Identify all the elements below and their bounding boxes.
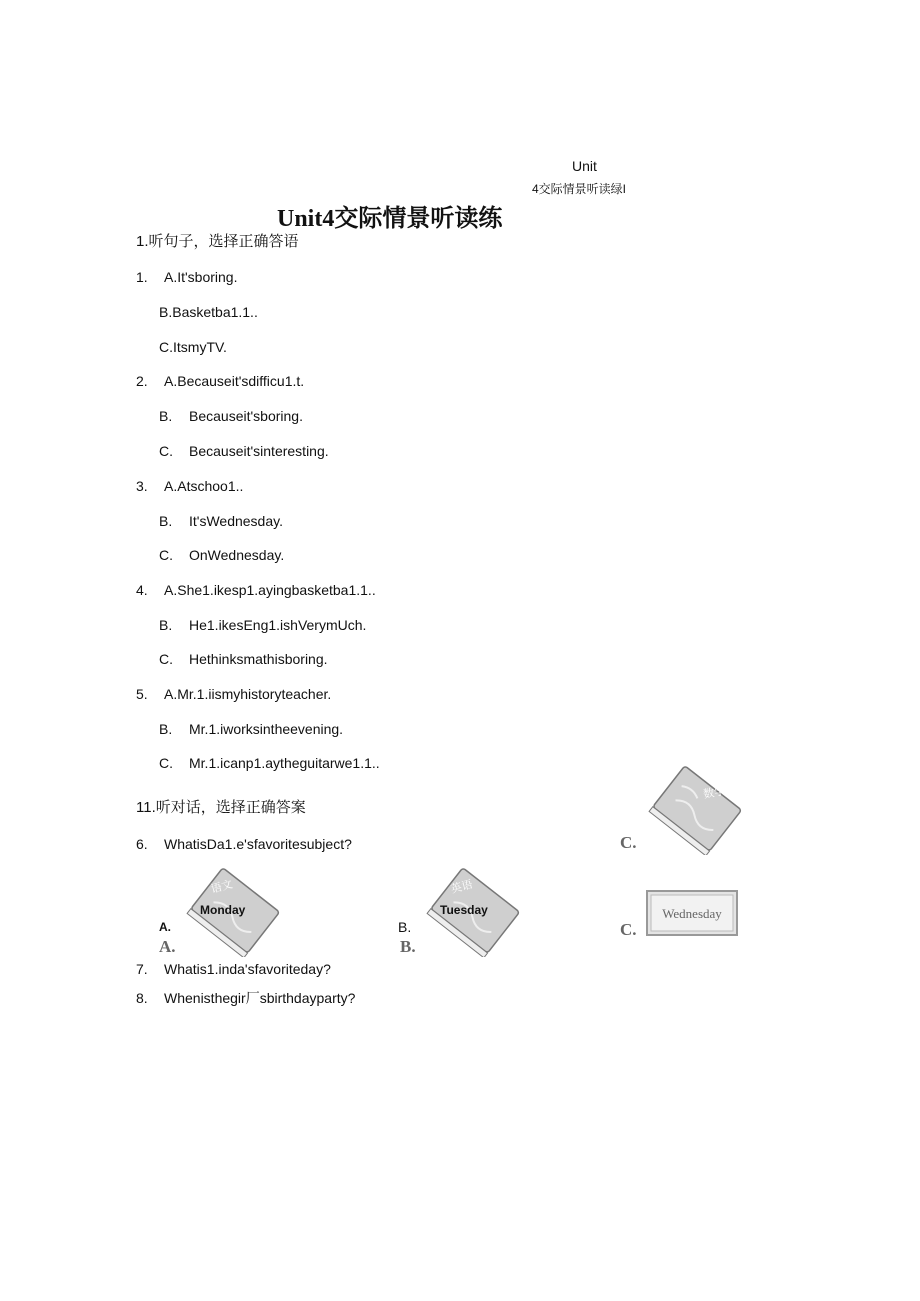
option-b-label: Tuesday bbox=[440, 903, 488, 917]
option-a-small-letter: A. bbox=[159, 920, 171, 934]
question-8 bbox=[136, 988, 355, 1008]
math-book-text: 数学 bbox=[702, 784, 727, 801]
question-6 bbox=[136, 836, 352, 852]
option-text: He1.ikesEng1.ishVerymUch. bbox=[189, 617, 367, 633]
question-number: 6. bbox=[136, 836, 148, 852]
math-book-icon bbox=[642, 760, 752, 855]
option-letter: B. bbox=[159, 408, 173, 424]
option-text: Becauseit'sinteresting. bbox=[189, 443, 329, 459]
option-letter: C. bbox=[159, 443, 173, 459]
option-text: Mr.1.iworksintheevening. bbox=[189, 721, 344, 737]
option-c-letter-top: C. bbox=[620, 833, 637, 852]
option-a: A.Atschoo1.. bbox=[164, 478, 244, 494]
option-letter: C. bbox=[159, 651, 173, 667]
question-7 bbox=[136, 961, 331, 977]
header-unit: Unit bbox=[572, 158, 597, 174]
option-b-small-letter: B. bbox=[398, 919, 412, 935]
question-4 bbox=[136, 582, 376, 598]
section2-heading: 11.听对话，选择正确答案 bbox=[136, 799, 306, 816]
option-text: OnWednesday. bbox=[189, 547, 285, 563]
option-a-letter: A. bbox=[159, 937, 176, 956]
english-book-text: 英语 bbox=[449, 877, 475, 896]
option-text: Hethinksmathisboring. bbox=[189, 651, 328, 667]
section1-heading: 1.听句子，选择正确答语 bbox=[136, 233, 299, 250]
option-letter: C. bbox=[159, 547, 173, 563]
option-text: Mr.1.icanp1.aytheguitarwe1.1.. bbox=[189, 755, 380, 771]
option-a-label: Monday bbox=[200, 903, 246, 917]
question-1 bbox=[136, 269, 238, 285]
question-2-option-c bbox=[159, 443, 329, 459]
option-text: Becauseit'sboring. bbox=[189, 408, 303, 424]
option-a: A.It'sboring. bbox=[164, 269, 238, 285]
question-1-option-c: C.ItsmyTV. bbox=[159, 339, 227, 355]
question-5 bbox=[136, 686, 331, 702]
option-letter: B. bbox=[159, 721, 173, 737]
option-a: A.She1.ikesp1.ayingbasketba1.1.. bbox=[164, 582, 376, 598]
question-2-option-b bbox=[159, 408, 303, 424]
question-5-option-c bbox=[159, 755, 380, 771]
option-b-letter: B. bbox=[400, 937, 416, 956]
option-letter: B. bbox=[159, 513, 173, 529]
wednesday-card-icon bbox=[645, 889, 740, 939]
option-letter: C. bbox=[159, 755, 173, 771]
question-1-option-b: B.Basketba1.1.. bbox=[159, 304, 258, 320]
question-number: 2. bbox=[136, 373, 148, 389]
option-letter: B. bbox=[159, 617, 173, 633]
question-number: 3. bbox=[136, 478, 148, 494]
page-title: Unit4交际情景听读练 bbox=[277, 206, 503, 232]
question-text: Whatis1.inda'sfavoriteday? bbox=[164, 961, 331, 977]
option-a: A.Mr.1.iismyhistoryteacher. bbox=[164, 686, 332, 702]
question-number: 8. bbox=[136, 990, 148, 1006]
question-number: 1. bbox=[136, 269, 148, 285]
chinese-book-text: 语文 bbox=[209, 877, 235, 896]
option-c-letter: C. bbox=[620, 920, 637, 939]
option-a: A.Becauseit'sdifficu1.t. bbox=[164, 373, 305, 389]
option-text: It'sWednesday. bbox=[189, 513, 283, 529]
question-number: 5. bbox=[136, 686, 148, 702]
question-text: WhatisDa1.e'sfavoritesubject? bbox=[164, 836, 352, 852]
header-subtitle: 4交际情景听读绿I bbox=[532, 182, 627, 196]
question-5-option-b bbox=[159, 721, 343, 737]
question-3-option-c bbox=[159, 547, 284, 563]
question-3-option-b bbox=[159, 513, 283, 529]
question-3 bbox=[136, 478, 243, 494]
question-4-option-b bbox=[159, 617, 366, 633]
wednesday-card-text: Wednesday bbox=[662, 906, 722, 921]
question-number: 4. bbox=[136, 582, 148, 598]
question-2 bbox=[136, 373, 304, 389]
question-text: Whenisthegir厂sbirthdayparty? bbox=[164, 990, 356, 1006]
question-number: 7. bbox=[136, 961, 148, 977]
question-4-option-c bbox=[159, 651, 328, 667]
